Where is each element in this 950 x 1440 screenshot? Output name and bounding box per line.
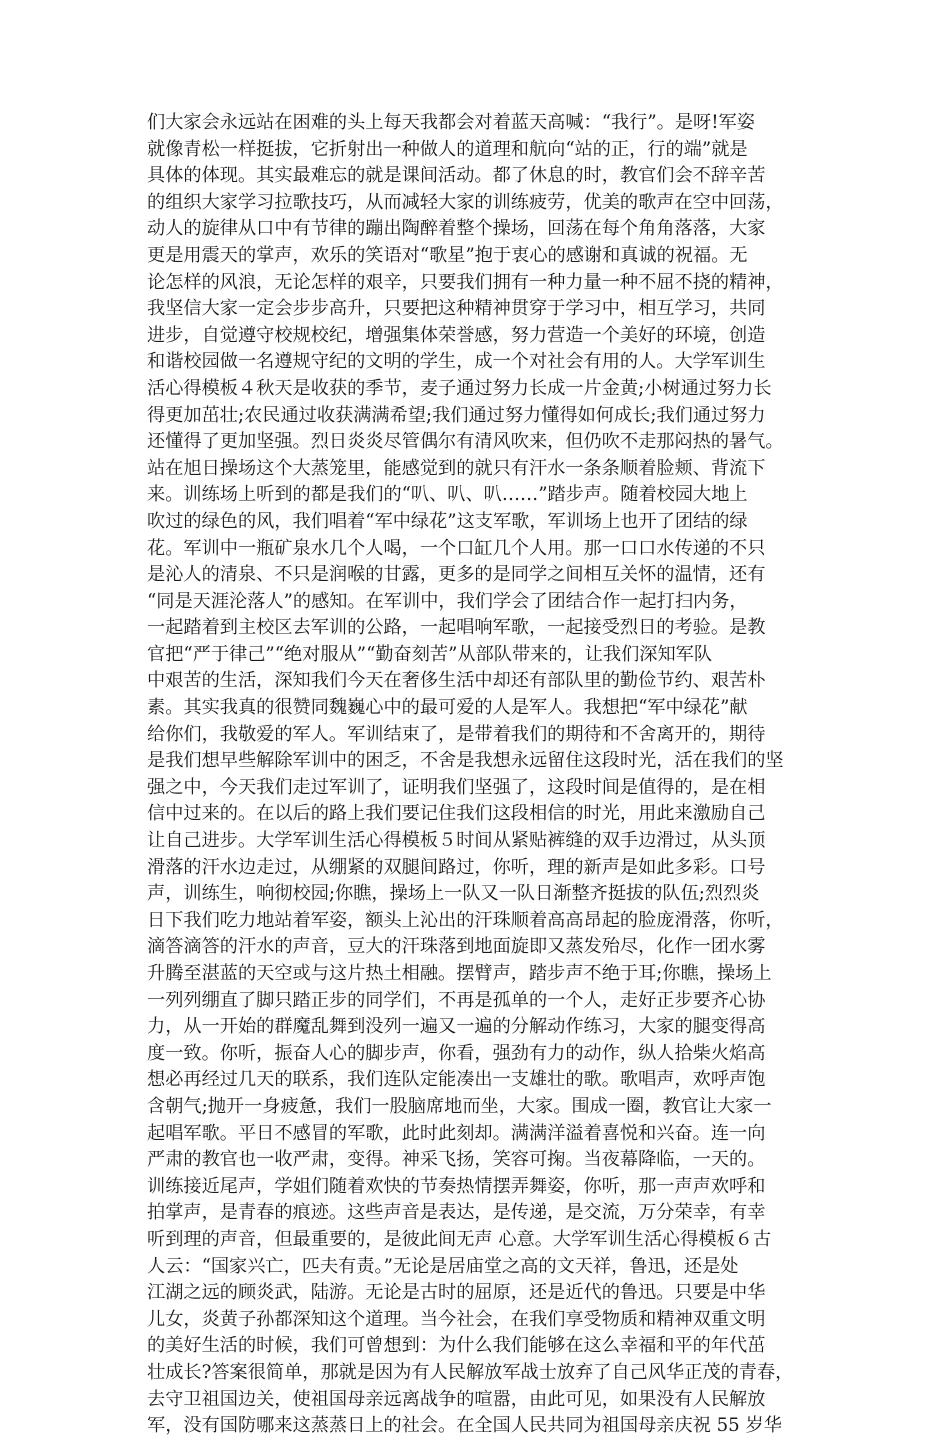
text-line: 是我们想早些解除军训中的困乏，不舍是我想永远留住这段时光，活在我们的坚: [147, 750, 784, 772]
text-line: 儿女，炎黄子孙都深知这个道理。当今社会，在我们享受物质和精神双重文明: [147, 1308, 766, 1330]
text-line: 站在旭日操场这个大蒸笼里，能感觉到的就只有汗水一条条顺着脸颊、背流下: [147, 457, 766, 479]
text-line: 的美好生活的时候，我们可曾想到：为什么我们能够在这么幸福和平的年代茁: [147, 1335, 766, 1357]
text-line: 滑落的汗水边走过，从绷紧的双腿间路过，你听，理的新声是如此多彩。口号: [147, 856, 766, 878]
text-line: 还懂得了更加坚强。烈日炎炎尽管偶尔有清风吹来，但仍吹不走那闷热的暑气。: [147, 431, 784, 453]
text-line: 起唱军歌。平日不感冒的军歌，此时此刻却。满满洋溢着喜悦和兴奋。连一向: [147, 1122, 766, 1144]
text-line: 更是用震天的掌声，欢乐的笑语对“歌星”抱于衷心的感谢和真诚的祝福。无: [147, 244, 748, 266]
text-line: 和谐校园做一名遵规守纪的文明的学生，成一个对社会有用的人。大学军训生: [147, 351, 766, 373]
text-line: 训练接近尾声，学姐们随着欢快的节奏热情摆弄舞姿，你听，那一声声欢呼和: [147, 1175, 766, 1197]
text-line: 声，训练生，响彻校园;你瞧，操场上一队又一队日渐整齐挺拔的队伍;烈烈炎: [147, 883, 760, 905]
text-line: 来。训练场上听到的都是我们的“叭、叭、叭……”踏步声。随着校园大地上: [147, 484, 748, 506]
text-line: 一起踏着到主校区去军训的公路，一起唱响军歌，一起接受烈日的考验。是教: [147, 617, 766, 639]
text-line: 给你们，我敬爱的军人。军训结束了，是带着我们的期待和不舍离开的，期待: [147, 723, 766, 745]
text-line: 得更加茁壮;农民通过收获满满希望;我们通过努力懂得如何成长;我们通过努力: [147, 404, 766, 426]
text-line: 听到理的声音，但最重要的，是彼此间无声 心意。大学军训生活心得模板６古: [147, 1228, 772, 1250]
text-line: 是沁人的清泉、不只是润喉的甘露，更多的是同学之间相互关怀的温情，还有: [147, 564, 766, 586]
text-line: 花。军训中一瓶矿泉水几个人喝，一个口缸几个人用。那一口口水传递的不只: [147, 537, 766, 559]
text-line: 中艰苦的生活，深知我们今天在奢侈生活中却还有部队里的勤俭节约、艰苦朴: [147, 670, 766, 692]
text-line: 让自己进步。大学军训生活心得模板５时间从紧贴裤缝的双手边滑过，从头顶: [147, 830, 766, 852]
text-line: 就像青松一样挺拔，它折射出一种做人的道理和航向“站的正，行的端”就是: [147, 138, 748, 160]
text-line: 想必再经过几天的联系，我们连队定能凑出一支雄壮的歌。歌唱声，欢呼声饱: [147, 1069, 766, 1091]
text-line: 一列列绷直了脚只踏正步的同学们，不再是孤单的一个人，走好正步要齐心协: [147, 989, 766, 1011]
text-line: 含朝气;抛开一身疲惫，我们一股脑席地而坐，大家。围成一圈，教官让大家一: [147, 1095, 772, 1117]
text-line: 日下我们吃力地站着军姿，额头上沁出的汗珠顺着高高昂起的脸庞滑落，你听，: [147, 909, 784, 931]
text-line: 们大家会永远站在困难的头上每天我都会对着蓝天高喊：“我行”。是呀!军姿: [147, 112, 755, 133]
text-line: 素。其实我真的很赞同魏巍心中的最可爱的人是军人。我想把“军中绿花”献: [147, 697, 748, 719]
text-line: 江湖之远的顾炎武，陆游。无论是古时的屈原，还是近代的鲁迅。只要是中华: [147, 1282, 766, 1304]
text-line: 论怎样的风浪，无论怎样的艰辛，只要我们拥有一种力量一种不屈不挠的精神，: [147, 271, 784, 293]
body-text: [147, 110, 801, 1440]
text-line: 活心得模板４秋天是收获的季节，麦子通过努力长成一片金黄;小树通过努力长: [147, 377, 772, 399]
text-line: 的组织大家学习拉歌技巧，从而减轻大家的训练疲劳，优美的歌声在空中回荡，: [147, 191, 784, 213]
text-line: 动人的旋律从口中有节律的蹦出陶醉着整个操场，回荡在每个角角落落，大家: [147, 218, 766, 240]
text-line: 去守卫祖国边关，使祖国母亲远离战争的喧嚣，由此可见，如果没有人民解放: [147, 1388, 766, 1410]
text-line: 我坚信大家一定会步步高升，只要把这种精神贯穿于学习中，相互学习，共同: [147, 298, 766, 320]
text-line: 军，没有国防哪来这蒸蒸日上的社会。在全国人民共同为祖国母亲庆祝 55 岁华: [147, 1415, 782, 1437]
text-line: 升腾至湛蓝的天空或与这片热土相融。摆臂声，踏步声不绝于耳;你瞧，操场上: [147, 963, 772, 984]
text-line: 强之中，今天我们走过军训了，证明我们坚强了，这段时间是值得的，是在相: [147, 776, 766, 798]
text-line: 信中过来的。在以后的路上我们要记住我们这段相信的时光，用此来激励自己: [147, 803, 766, 825]
text-line: 具体的体现。其实最难忘的就是课间活动。都了休息的时，教官们会不辞辛苦: [147, 165, 766, 187]
text-line: 滴答滴答的汗水的声音，豆大的汗珠落到地面旋即又蒸发殆尽，化作一团水雾: [147, 936, 766, 958]
text-line: 力，从一开始的群魔乱舞到没列一遍又一遍的分解动作练习，大家的腿变得高: [147, 1016, 766, 1038]
text-line: 拍掌声，是青春的痕迹。这些声音是表达，是传递，是交流，万分荣幸，有幸: [147, 1202, 766, 1224]
text-line: 进步，自觉遵守校规校纪，增强集体荣誉感，努力营造一个美好的环境，创造: [147, 324, 766, 346]
text-line: 人云：“国家兴亡，匹夫有责。”无论是居庙堂之高的文天祥，鲁迅，还是处: [147, 1255, 739, 1277]
text-line: “同是天涯沦落人”的感知。在军训中，我们学会了团结合作一起打扫内务，: [147, 590, 748, 612]
text-line: 严肃的教官也一收严肃，变得。神采飞扬，笑容可掬。当夜幕降临，一天的。: [147, 1149, 766, 1171]
text-line: 度一致。你听，振奋人心的脚步声，你看，强劲有力的动作，纵人拾柴火焰高: [147, 1042, 766, 1064]
text-line: 壮成长?答案很简单，那就是因为有人民解放军战士放弃了自己风华正茂的青春，: [147, 1361, 794, 1383]
text-line: 官把“严于律己”“绝对服从”“勤奋刻苦”从部队带来的，让我们深知军队: [147, 643, 713, 665]
text-line: 吹过的绿色的风，我们唱着“军中绿花”这支军歌，军训场上也开了团结的绿: [147, 510, 748, 532]
